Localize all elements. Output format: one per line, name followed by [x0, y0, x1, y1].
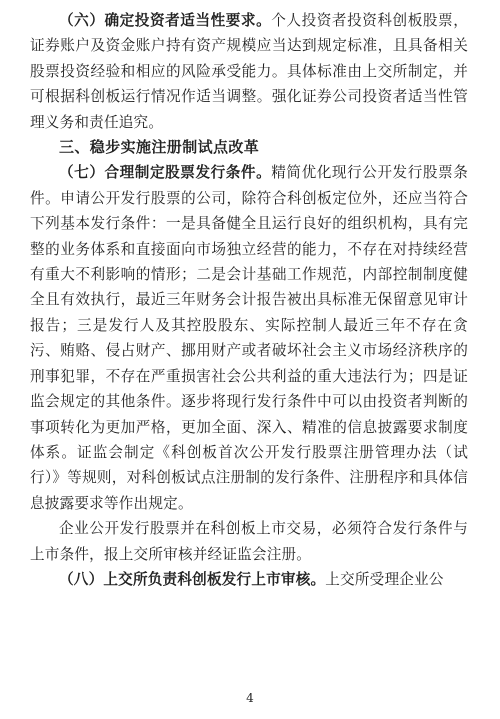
paragraph-text: 企业公开发行股票并在科创板上市交易，必须符合发行条件与上市条件，报上交所审核并经证监会注册。	[30, 520, 468, 563]
paragraph-lead-heading: （七）合理制定股票发行条件。	[59, 164, 272, 182]
paragraph-text: 精简优化现行公开发行股票条件。申请公开发行股票的公司，除符合科创板定位外，还应当符合下列基本发行条件：一是具备健全且运行良好的组织机构，具有完整的业务体系和直接面向市场独立经营的能力，不存在对持续经营有重大不利影响的情形；二是会计基础工作规范，内部控制制度健全且有效执行，最近三年财务会计报告被出具标准无保留意见审计报告；三是发行人及其控股股东、实际控制人最近三年不存在贪污、贿赂、侵占财产、挪用财产或者破坏社会主义市场经济秩序的刑事犯罪，不存在严重损害社会公共利益的重大违法行为；四是证监会规定的其他条件。逐步将现行发行条件中可以由投资者判断的事项转化为更加严格，更加全面、深入、精准的信息披露要求制度体系。证监会制定《科创板首次公开发行股票注册管理办法（试行）》等规则，对科创板试点注册制的发行条件、注册程序和具体信息披露要求等作出规定。	[30, 164, 468, 512]
section-heading: 三、稳步实施注册制试点改革	[59, 138, 260, 157]
page-number: 4	[246, 691, 254, 705]
document-body	[30, 8, 468, 592]
paragraph-text: 上交所受理企业公	[325, 570, 444, 588]
paragraph-lead-heading: （八）上交所负责科创板发行上市审核。	[59, 570, 326, 588]
paragraph-lead-heading: （六）确定投资者适当性要求。	[59, 12, 272, 29]
paragraph-text: 个人投资者投资科创板股票，证券账户及资金账户持有资产规模应当达到规定标准，且具备相关股票投资经验和相应的风险承受能力。具体标准由上交所制定，并可根据科创板运行情况作适当调整。强化证券公司投资者适当性管理义务和责任追究。	[30, 12, 468, 131]
paragraph-listing-requirement	[30, 516, 468, 567]
paragraph-investor-suitability	[30, 8, 468, 135]
paragraph-issuance-conditions	[30, 160, 468, 516]
paragraph-sse-review	[30, 567, 468, 592]
